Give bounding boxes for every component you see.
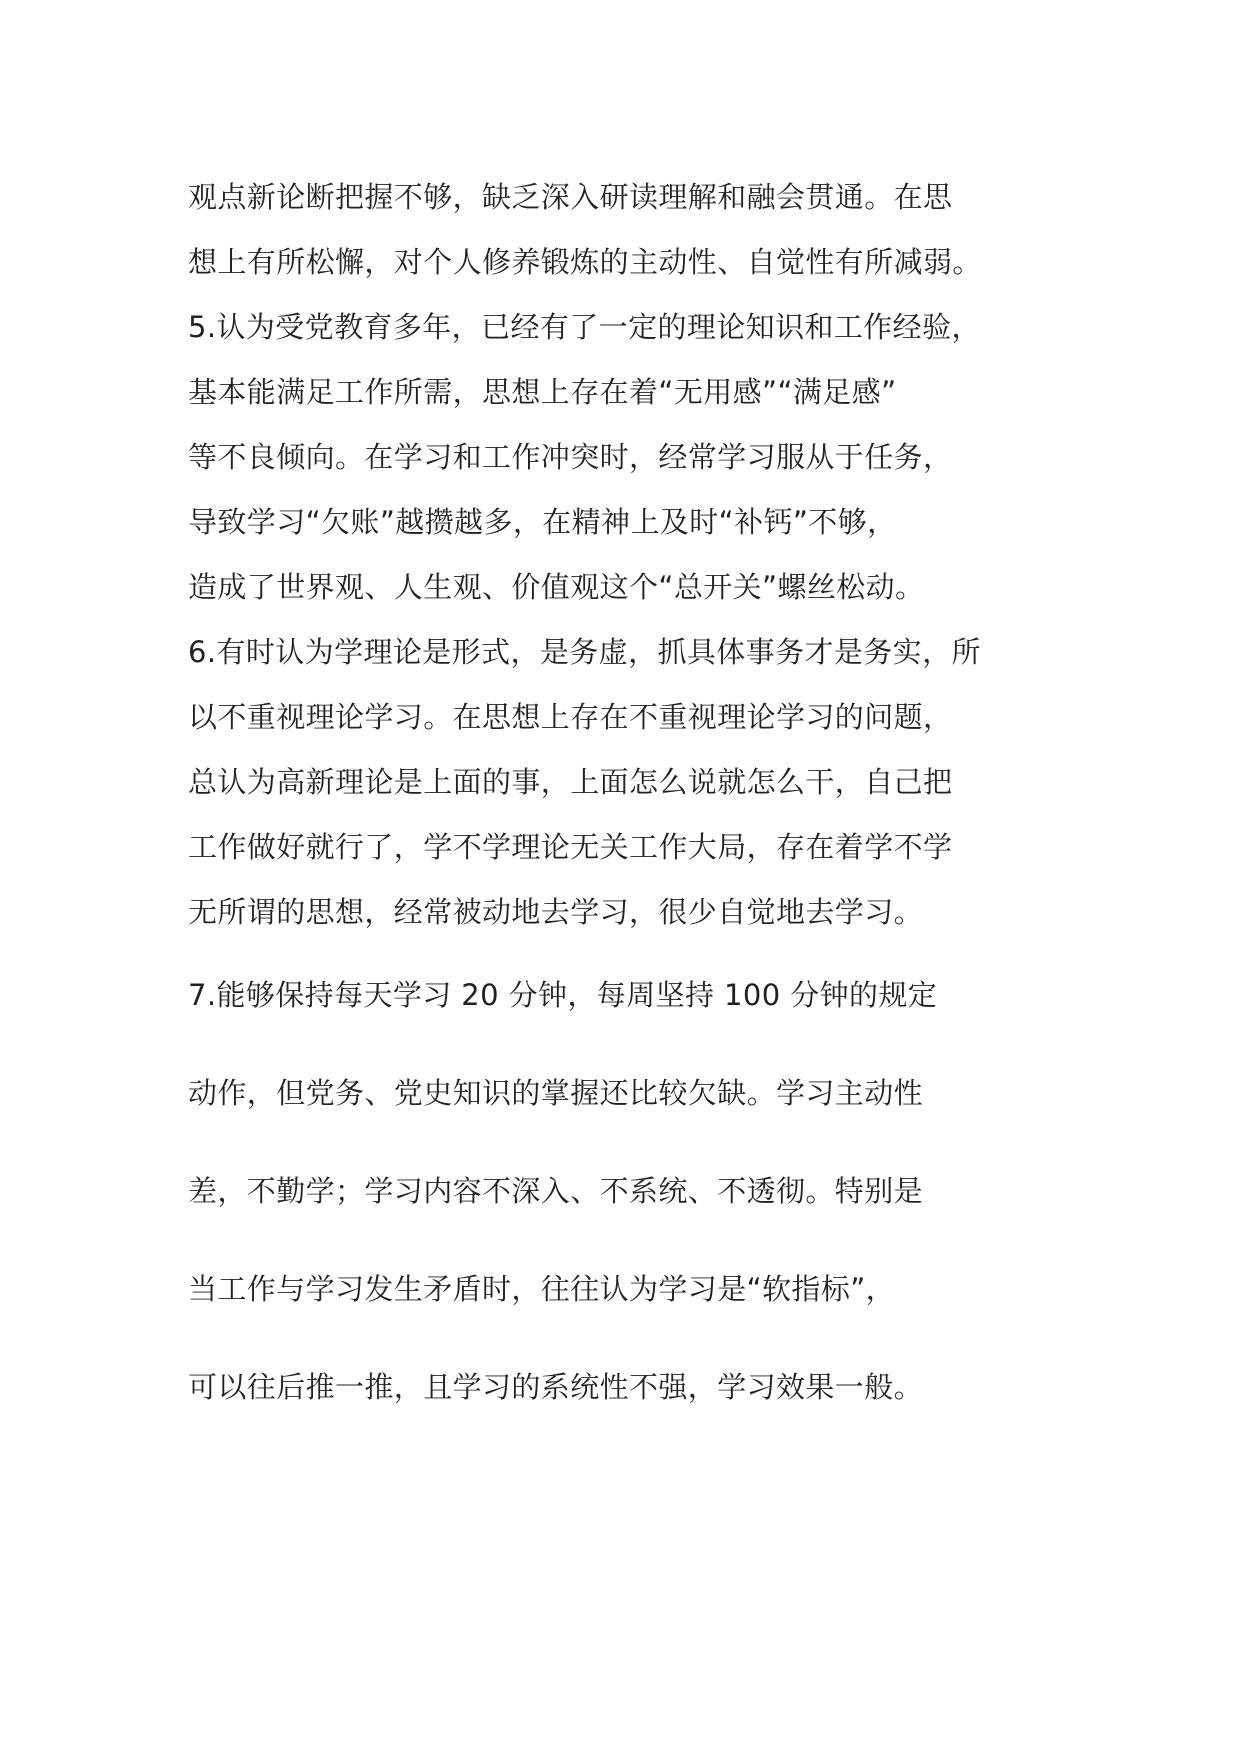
text-line: 可以往后推一推，且学习的系统性不强，学习效果一般。	[188, 1370, 924, 1404]
text-line: 6.有时认为学理论是形式，是务虚，抓具体事务才是务实，所	[188, 635, 981, 669]
text-line: 导致学习“欠账”越攒越多，在精神上及时“补钙”不够，	[188, 505, 897, 539]
text-line: 造成了世界观、人生观、价值观这个“总开关”螺丝松动。	[188, 570, 925, 604]
text-line: 当工作与学习发生矛盾时，往往认为学习是“软指标”，	[188, 1272, 896, 1306]
text-line: 工作做好就行了，学不学理论无关工作大局，存在着学不学	[188, 830, 953, 864]
text-line: 总认为高新理论是上面的事，上面怎么说就怎么干，自己把	[188, 765, 953, 799]
paragraphs-4-to-6	[188, 165, 1068, 945]
text-line: 动作，但党务、党史知识的掌握还比较欠缺。学习主动性	[188, 1076, 924, 1110]
text-line: 等不良倾向。在学习和工作冲突时，经常学习服从于任务，	[188, 440, 953, 474]
paragraph-7	[188, 946, 1068, 1436]
text-line: 5.认为受党教育多年，已经有了一定的理论知识和工作经验，	[188, 310, 981, 344]
text-line: 基本能满足工作所需，思想上存在着“无用感”“满足感”	[188, 375, 897, 409]
text-line: 7.能够保持每天学习 20 分钟，每周坚持 100 分钟的规定	[188, 978, 938, 1012]
text-line: 想上有所松懈，对个人修养锻炼的主动性、自觉性有所减弱。	[188, 245, 982, 279]
text-line: 观点新论断把握不够，缺乏深入研读理解和融会贯通。在思	[188, 180, 953, 214]
text-line: 以不重视理论学习。在思想上存在不重视理论学习的问题，	[188, 700, 953, 734]
text-line: 无所谓的思想，经常被动地去学习，很少自觉地去学习。	[188, 895, 924, 929]
text-line: 差，不勤学；学习内容不深入、不系统、不透彻。特别是	[188, 1174, 924, 1208]
